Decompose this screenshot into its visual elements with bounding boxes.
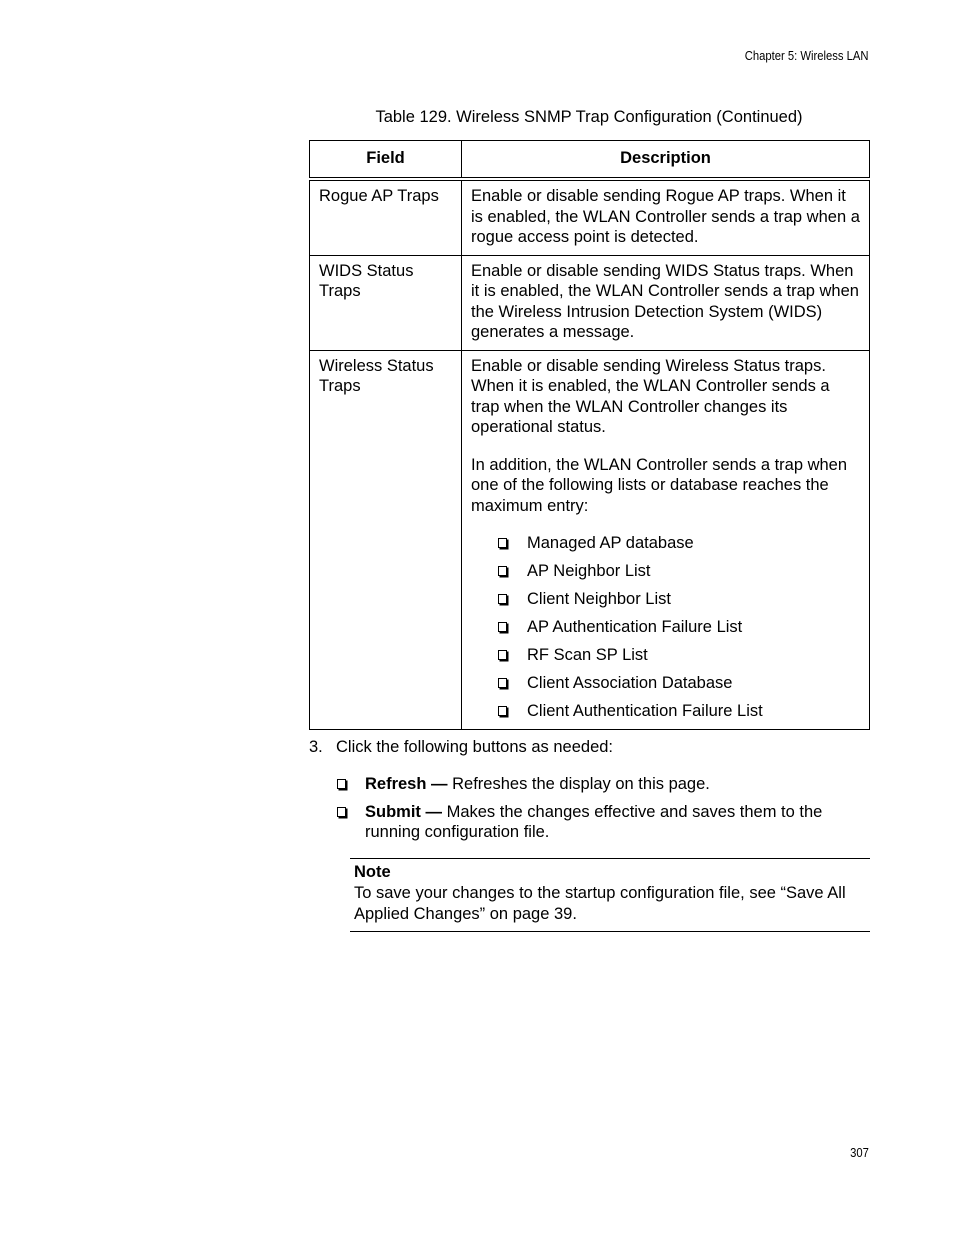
list-item-text: Managed AP database [527,534,694,552]
list-item [498,645,860,673]
field-cell: Rogue AP Traps [310,179,462,255]
table-row [310,350,870,730]
list-item [498,701,860,721]
field-cell: WIDS Status Traps [310,255,462,350]
note-title: Note [354,863,391,881]
column-header-description: Description [462,141,870,180]
checkbox-bullet-icon [498,538,507,548]
running-header: Chapter 5: Wireless LAN [745,49,869,63]
list-item-submit [337,802,857,843]
list-item-refresh [337,774,857,795]
list-item-text: Client Authentication Failure List [527,702,763,720]
checkbox-bullet-icon [498,650,507,660]
list-item [498,673,860,701]
field-cell: Wireless Status Traps [310,350,462,730]
description-cell [462,350,870,730]
checkbox-bullet-icon [498,594,507,604]
table-row [310,255,870,350]
maximum-entry-list [471,533,860,721]
button-list [337,774,857,850]
checkbox-bullet-icon [498,622,507,632]
checkbox-bullet-icon [498,566,507,576]
list-item-text: AP Neighbor List [527,562,651,580]
list-item-text: Client Association Database [527,674,733,692]
page-number: 307 [850,1146,869,1160]
description-text: Enable or disable sending WIDS Status traps. When it is enabled, the WLAN Controller sends a trap when the Wireless Intrusion Detection System (WIDS) generates a message. [471,261,859,341]
step-number: 3. [309,738,323,756]
description-text: In addition, the WLAN Controller sends a trap when one of the following lists or database reaches the maximum entry: [471,455,848,515]
table-row [310,179,870,255]
checkbox-bullet-icon [498,706,507,716]
checkbox-bullet-icon [498,678,507,688]
description-cell [462,179,870,255]
list-item [498,533,860,561]
list-item [498,589,860,617]
table-caption: Table 129. Wireless SNMP Trap Configuration (Continued) [375,108,803,126]
checkbox-bullet-icon [337,779,346,789]
list-item-text: RF Scan SP List [527,646,648,664]
list-item [498,617,860,645]
description-cell [462,255,870,350]
note-text: To save your changes to the startup configuration file, see “Save All Applied Changes” on page 39. [354,884,846,923]
refresh-description: Refreshes the display on this page. [447,775,710,793]
list-item-text: Client Neighbor List [527,590,671,608]
snmp-trap-table [309,140,870,730]
note-box [350,858,870,932]
step-text: Click the following buttons as needed: [336,738,614,756]
refresh-label: Refresh — [365,775,448,793]
column-header-field: Field [310,141,462,180]
procedure-step [309,737,613,758]
checkbox-bullet-icon [337,807,346,817]
table-header-row [310,141,870,180]
submit-description: Makes the changes effective and saves them to the running configuration file. [365,802,823,841]
list-item [498,561,860,589]
submit-label: Submit — [365,802,442,821]
description-text: Enable or disable sending Wireless Status traps. When it is enabled, the WLAN Controller sends a trap when the WLAN Controller changes its operational status. [471,356,830,436]
list-item-text: AP Authentication Failure List [527,618,743,636]
description-text: Enable or disable sending Rogue AP traps. When it is enabled, the WLAN Controller sends a trap when a rogue access point is detected. [471,187,860,246]
